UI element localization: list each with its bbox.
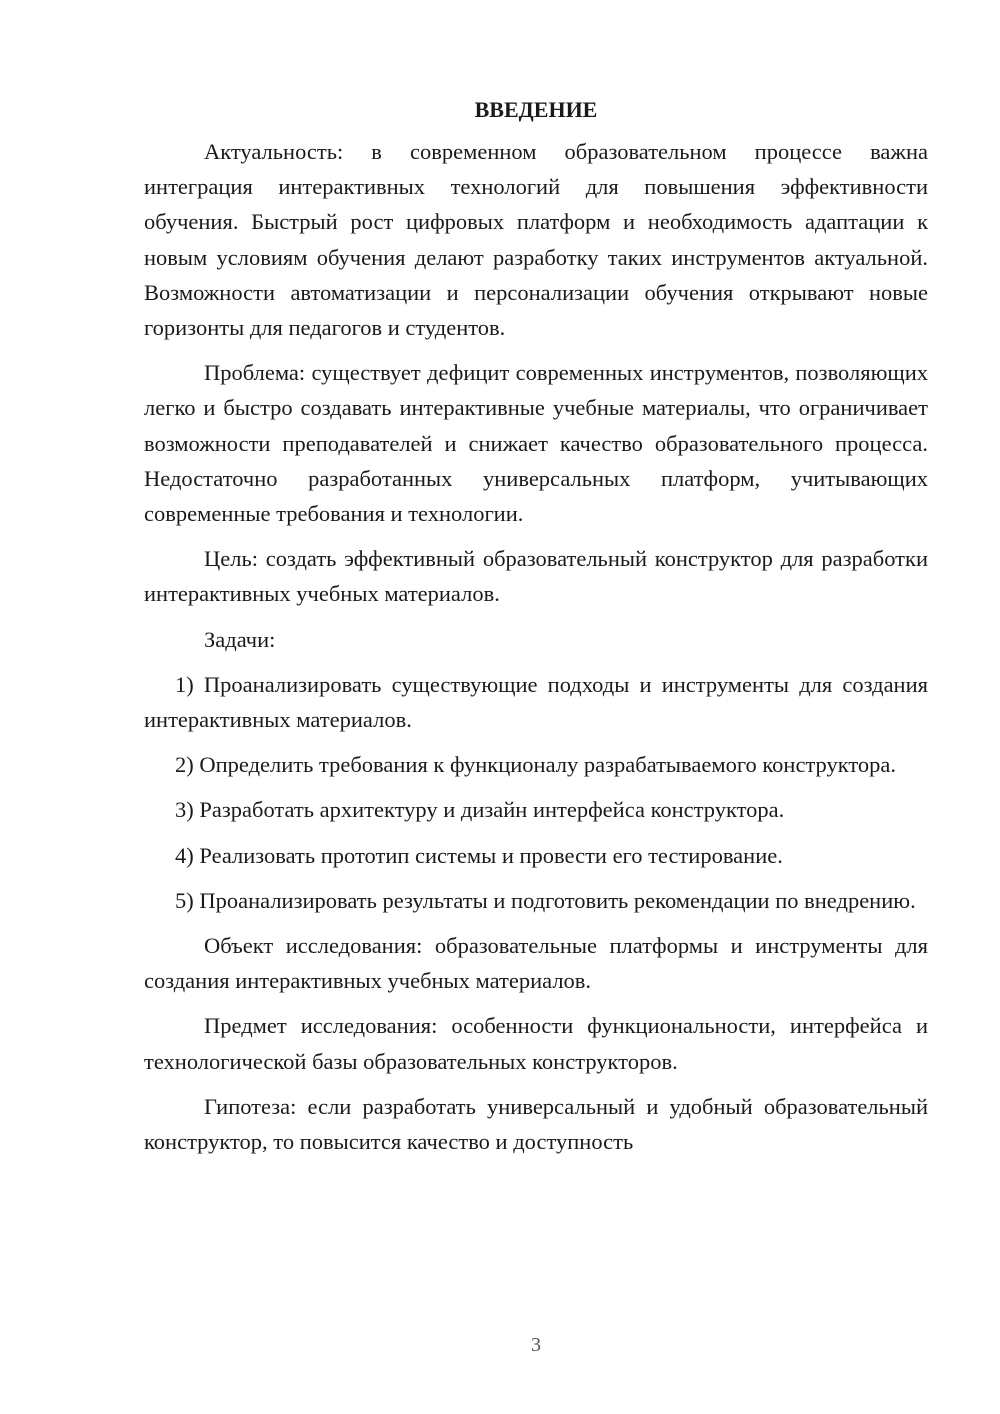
task-list	[144, 667, 928, 918]
task-item: 5) Проанализировать результаты и подготовить рекомендации по внедрению.	[175, 887, 916, 913]
paragraph-subject: Предмет исследования: особенности функциональности, интерфейса и технологической базы образовательных конструкторов.	[144, 1013, 928, 1074]
tasks-heading: Задачи:	[204, 626, 276, 652]
task-item: 4) Реализовать прототип системы и провести его тестирование.	[175, 842, 783, 868]
page-number: 3	[531, 1334, 541, 1356]
paragraph-problem: Проблема: существует дефицит современных инструментов, позволяющих легко и быстро создавать интерактивные учебные материалы, что ограничивает возможности преподавателей и снижает качество образовательного процесса. Недостаточно разработанных универсальных платформ, учитывающих современные требования и технологии.	[144, 360, 928, 527]
task-item: 2) Определить требования к функционалу разрабатываемого конструктора.	[175, 752, 897, 778]
task-item: 1) Проанализировать существующие подходы и инструменты для создания интерактивных материалов.	[144, 671, 928, 733]
paragraph-object: Объект исследования: образовательные платформы и инструменты для создания интерактивных учебных материалов.	[144, 933, 928, 994]
paragraph-hypothesis: Гипотеза: если разработать универсальный и удобный образовательный конструктор, то повысится качество и доступность	[144, 1093, 928, 1155]
paragraph-relevance: Актуальность: в современном образовательном процессе важна интеграция интерактивных технологий для повышения эффективности обучения. Быстрый рост цифровых платформ и необходимость адаптации к новым условиям обучения делают разработку таких инструментов актуальной. Возможности автоматизации и персонализации обучения открывают новые горизонты для педагогов и студентов.	[144, 139, 928, 341]
section-heading: ВВЕДЕНИЕ	[474, 97, 598, 122]
paragraph-goal: Цель: создать эффективный образовательный конструктор для разработки интерактивных учебных материалов.	[144, 546, 928, 607]
task-item: 3) Разработать архитектуру и дизайн интерфейса конструктора.	[175, 797, 785, 823]
page-content	[144, 92, 928, 1169]
